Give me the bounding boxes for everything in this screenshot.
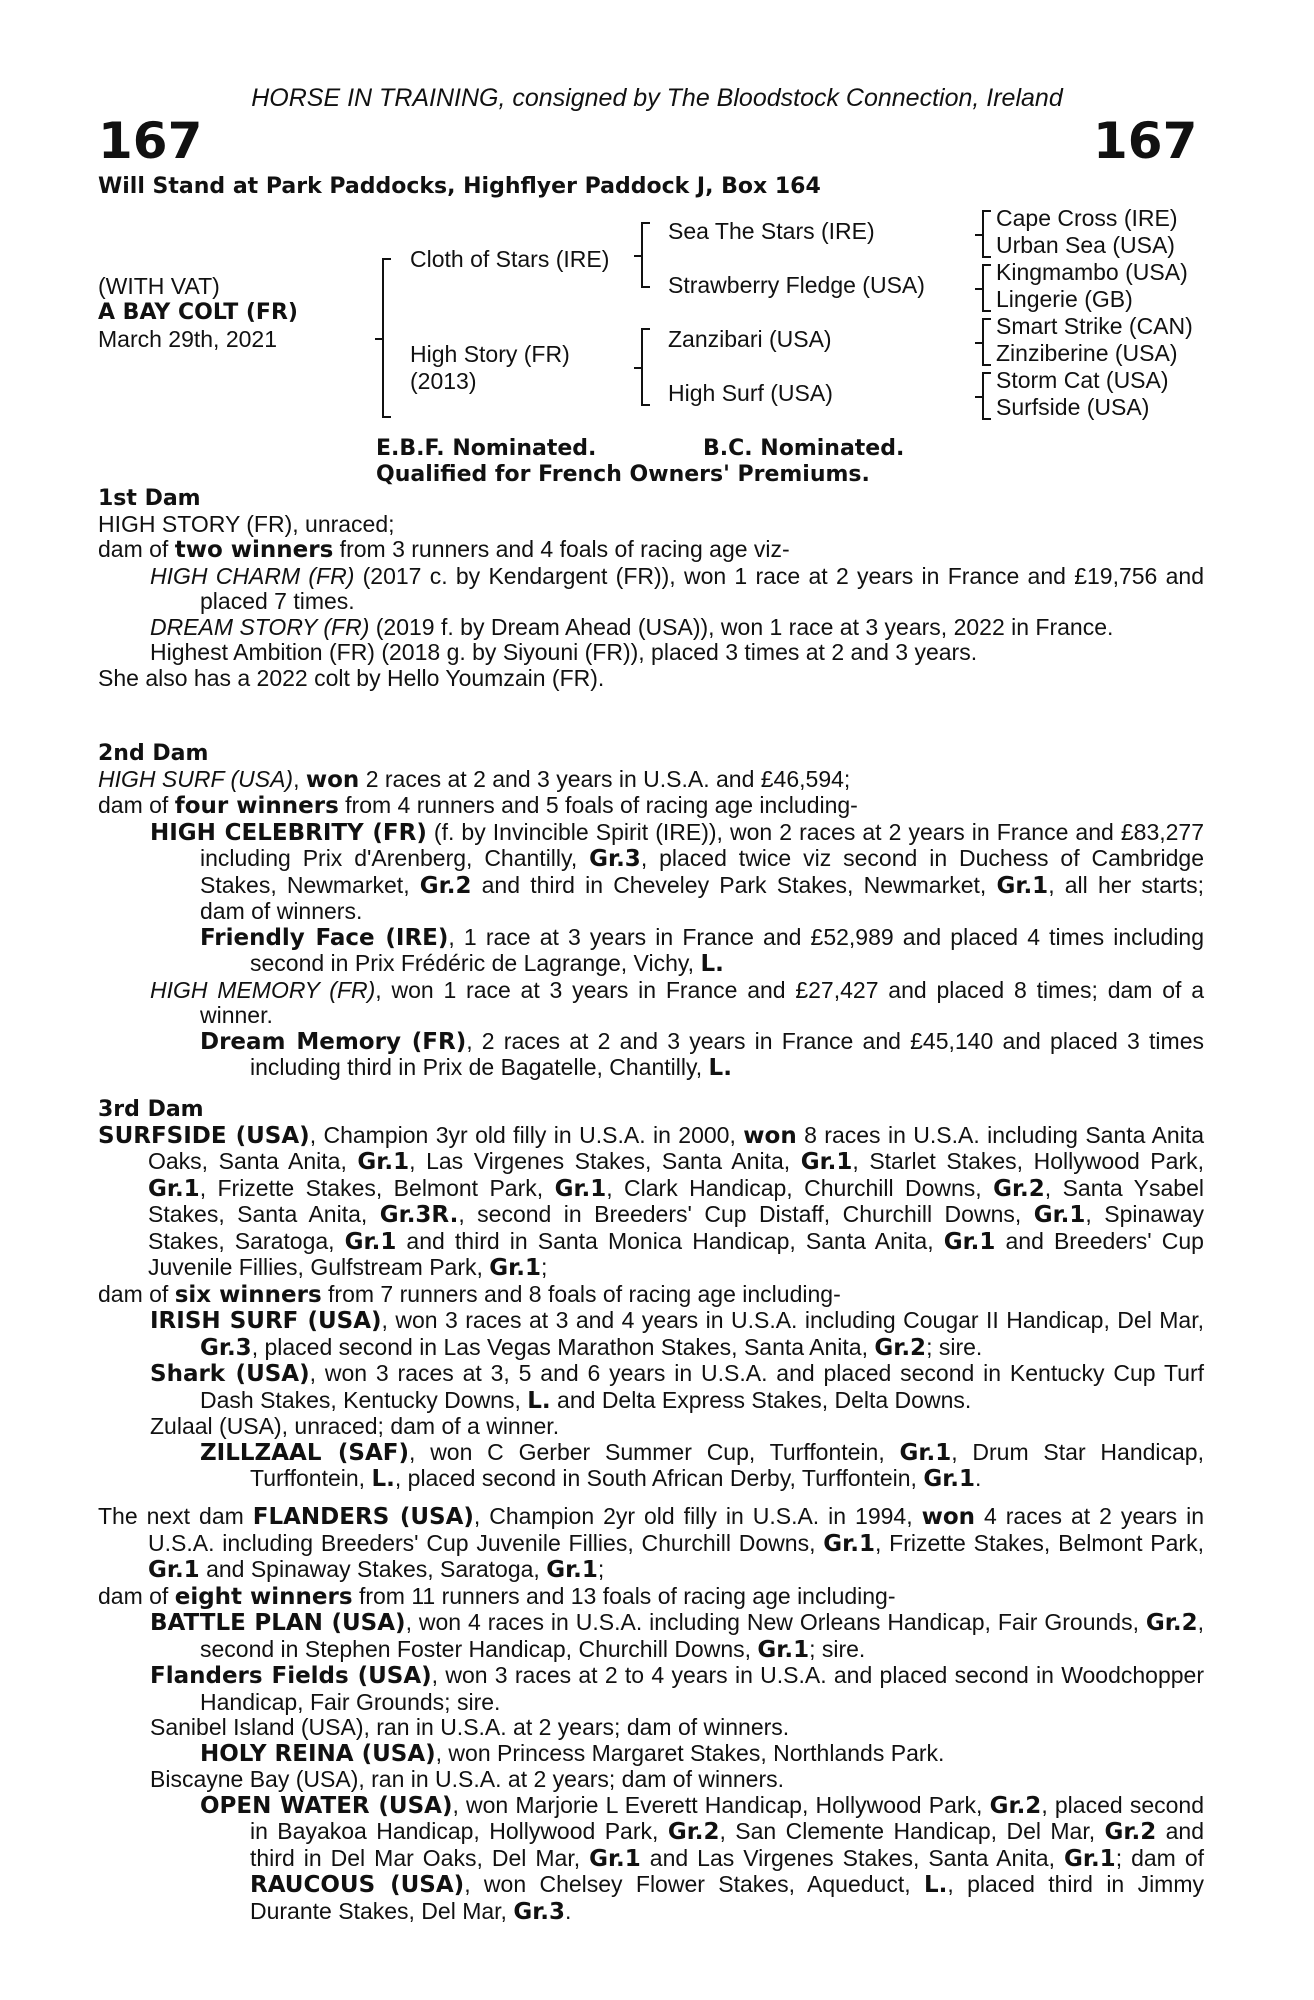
produce-entry: Shark (USA), won 3 races at 3, 5 and 6 years in U.S.A. and placed second in Kentucky Cup Turf Dash Stakes, Kentucky Downs, L. and Delta Express Stakes, Delta Downs. bbox=[150, 1360, 1204, 1414]
produce-entry: Zulaal (USA), unraced; dam of a winner. bbox=[150, 1413, 560, 1439]
produce-entry: Biscayne Bay (USA), ran in U.S.A. at 2 years; dam of winners. bbox=[150, 1766, 785, 1792]
third-dam-produce-line: dam of six winners from 7 runners and 8 foals of racing age including- bbox=[98, 1280, 841, 1308]
produce-entry: Dream Memory (FR), 2 races at 2 and 3 years in France and £45,140 and placed 3 times including third in Prix de Bagatelle, Chantilly, L. bbox=[200, 1027, 1204, 1081]
second-dam-heading: 2nd Dam bbox=[98, 741, 209, 766]
third-dam-heading: 3rd Dam bbox=[98, 1097, 204, 1122]
second-dam-section bbox=[98, 741, 1204, 1082]
produce-entry: Highest Ambition (FR) (2018 g. by Siyouni (FR)), placed 3 times at 2 and 3 years. bbox=[150, 639, 978, 665]
horse-name: A BAY COLT (FR) bbox=[98, 300, 298, 325]
pedigree-sds: Kingmambo (USA) bbox=[996, 259, 1188, 285]
vat-note: (WITH VAT) bbox=[98, 273, 220, 299]
first-dam-line: HIGH STORY (FR), unraced; bbox=[98, 510, 395, 537]
lot-number-right: 167 bbox=[1093, 112, 1198, 170]
produce-entry: OPEN WATER (USA), won Marjorie L Everett Handicap, Hollywood Park, Gr.2, placed second in Bayakoa Handicap, Hollywood Park, Gr.2, San Clemente Handicap, Del Mar, Gr.2 and third in Del Mar Oaks, Del Mar, Gr.1 and Las Virgenes Stakes, Santa Anita, Gr.1; dam of RAUCOUS (USA), won Chelsey Flower Stakes, Aqueduct, L., placed third in Jimmy Durante Stakes, Del Mar, Gr.3. bbox=[200, 1791, 1205, 1925]
produce-entry: Flanders Fields (USA), won 3 races at 2 to 4 years in U.S.A. and placed second in Woodchopper Handicap, Fair Grounds; sire. bbox=[150, 1662, 1204, 1715]
third-dam-record: SURFSIDE (USA), Champion 3yr old filly in U.S.A. in 2000, won 8 races in U.S.A. including Santa Anita Oaks, Santa Anita, Gr.1, Las Virgenes Stakes, Santa Anita, Gr.1, Starlet Stakes, Hollywood Park, Gr.1, Frizette Stakes, Belmont Park, Gr.1, Clark Handicap, Churchill Downs, Gr.2, Santa Ysabel Stakes, Santa Anita, Gr.3R., second in Breeders' Cup Distaff, Churchill Downs, Gr.1, Spinaway Stakes, Saratoga, Gr.1 and third in Santa Monica Handicap, Santa Anita, Gr.1 and Breeders' Cup Juvenile Fillies, Gulfstream Park, Gr.1; bbox=[98, 1121, 1205, 1281]
pedigree-brace-sd bbox=[982, 264, 991, 312]
pedigree-dd: High Surf (USA) bbox=[668, 380, 833, 406]
produce-entry: HIGH CELEBRITY (FR) (f. by Invincible Spirit (IRE)), won 2 races at 2 years in France and £83,277 including Prix d'Arenberg, Chantilly, Gr.3, placed twice viz second in Duchess of Cambridge Stakes, Newmarket, Gr.2 and third in Cheveley Park Stakes, Newmarket, Gr.1, all her starts; dam of winners. bbox=[150, 818, 1204, 924]
produce-entry: She also has a 2022 colt by Hello Youmzain (FR). bbox=[98, 664, 605, 691]
pedigree-dsd: Zinziberine (USA) bbox=[996, 340, 1178, 366]
page-header-title: HORSE IN TRAINING, consigned by The Bloodstock Connection, Ireland bbox=[251, 84, 1063, 112]
pedigree-dam: High Story (FR) bbox=[410, 341, 570, 367]
pedigree-ddd: Surfside (USA) bbox=[996, 394, 1150, 420]
produce-entry: DREAM STORY (FR) (2019 f. by Dream Ahead (USA)), won 1 race at 3 years, 2022 in France. bbox=[150, 613, 1114, 640]
produce-entry: HOLY REINA (USA), won Princess Margaret Stakes, Northlands Park. bbox=[200, 1739, 945, 1767]
produce-entry: Sanibel Island (USA), ran in U.S.A. at 2 years; dam of winners. bbox=[150, 1714, 790, 1740]
pedigree-sire: Cloth of Stars (IRE) bbox=[410, 246, 610, 272]
produce-entry: ZILLZAAL (SAF), won C Gerber Summer Cup, Turffontein, Gr.1, Drum Star Handicap, Turffontein, L., placed second in South African Derby, Turffontein, Gr.1. bbox=[200, 1438, 1204, 1492]
bc-nominated: B.C. Nominated. bbox=[703, 436, 905, 461]
pedigree-sd: Strawberry Fledge (USA) bbox=[668, 272, 925, 298]
produce-entry: IRISH SURF (USA), won 3 races at 3 and 4 years in U.S.A. including Cougar II Handicap, Del Mar, Gr.3, placed second in Las Vegas Marathon Stakes, Santa Anita, Gr.2; sire. bbox=[150, 1307, 1204, 1361]
ebf-nominated: E.B.F. Nominated. bbox=[376, 436, 597, 461]
pedigree-brace-dd bbox=[982, 372, 991, 420]
foaling-date: March 29th, 2021 bbox=[98, 326, 278, 352]
pedigree-ssd: Urban Sea (USA) bbox=[996, 232, 1175, 258]
pedigree-sss: Cape Cross (IRE) bbox=[996, 205, 1178, 231]
third-dam-section bbox=[98, 1097, 1204, 1493]
pedigree-sdd: Lingerie (GB) bbox=[996, 286, 1133, 312]
first-dam-heading: 1st Dam bbox=[98, 486, 201, 511]
next-dam-section bbox=[98, 1504, 1204, 1925]
next-dam-record: The next dam FLANDERS (USA), Champion 2yr old filly in U.S.A. in 1994, won 4 races at 2 years in U.S.A. including Breeders' Cup Juvenile Fillies, Churchill Downs, Gr.1, Frizette Stakes, Belmont Park, Gr.1 and Spinaway Stakes, Saratoga, Gr.1; bbox=[98, 1503, 1204, 1583]
produce-entry: Friendly Face (IRE), 1 race at 3 years in France and £52,989 and placed 4 times including second in Prix Frédéric de Lagrange, Vichy, L. bbox=[200, 923, 1204, 977]
lot-number-left: 167 bbox=[98, 112, 203, 170]
produce-entry: HIGH MEMORY (FR), won 1 race at 3 years in France and £27,427 and placed 8 times; dam of a winner. bbox=[150, 976, 1204, 1028]
stabling-location: Will Stand at Park Paddocks, Highflyer Paddock J, Box 164 bbox=[98, 174, 821, 199]
pedigree-brace-ds bbox=[982, 318, 991, 366]
first-dam-produce-line: dam of two winners from 3 runners and 4 foals of racing age viz- bbox=[98, 536, 790, 563]
pedigree-brace-dam bbox=[641, 328, 650, 406]
pedigree-dds: Storm Cat (USA) bbox=[996, 367, 1169, 393]
pedigree-ss: Sea The Stars (IRE) bbox=[668, 218, 875, 244]
produce-entry: HIGH CHARM (FR) (2017 c. by Kendargent (FR)), won 1 race at 2 years in France and £19,756 and placed 7 times. bbox=[150, 562, 1204, 614]
next-dam-produce-line: dam of eight winners from 11 runners and 13 foals of racing age including- bbox=[98, 1582, 896, 1610]
second-dam-produce-line: dam of four winners from 4 runners and 5 foals of racing age including- bbox=[98, 792, 858, 819]
first-dam-section bbox=[98, 486, 1204, 691]
pedigree-dss: Smart Strike (CAN) bbox=[996, 313, 1193, 339]
pedigree-brace-gen1 bbox=[382, 258, 391, 418]
pedigree-brace-sire bbox=[641, 222, 650, 288]
pedigree-brace-ss bbox=[982, 210, 991, 258]
second-dam-line: HIGH SURF (USA), won 2 races at 2 and 3 years in U.S.A. and £46,594; bbox=[98, 765, 851, 793]
pedigree-dam-year: (2013) bbox=[410, 368, 477, 394]
pedigree-ds: Zanzibari (USA) bbox=[668, 326, 832, 352]
french-premiums: Qualified for French Owners' Premiums. bbox=[376, 462, 870, 487]
produce-entry: BATTLE PLAN (USA), won 4 races in U.S.A. including New Orleans Handicap, Fair Grounds, Gr.2, second in Stephen Foster Handicap, Churchill Downs, Gr.1; sire. bbox=[150, 1609, 1204, 1663]
